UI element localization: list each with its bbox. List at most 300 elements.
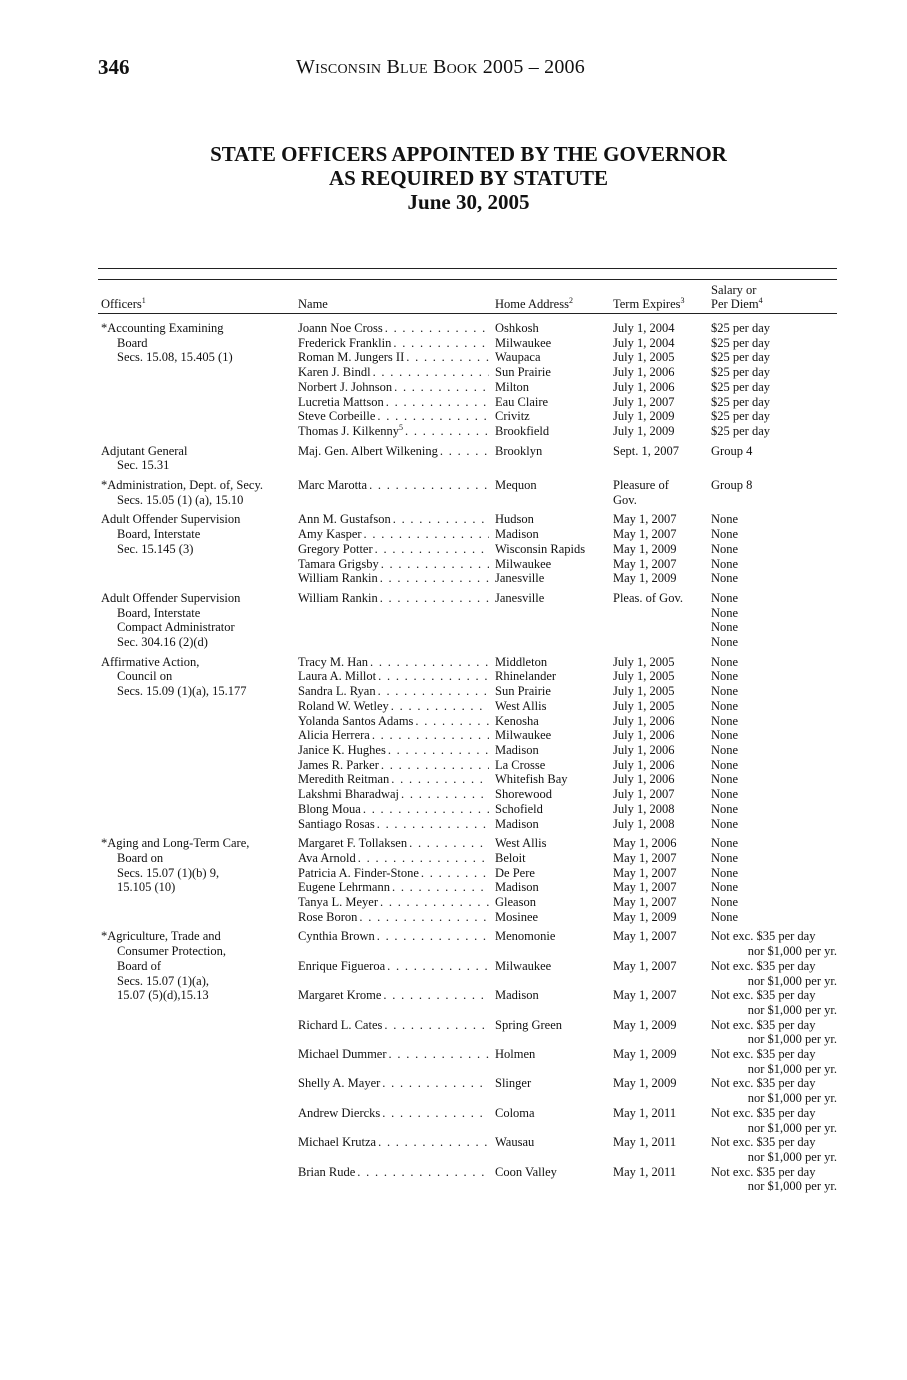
person-name: Alicia Herrera [298, 728, 370, 743]
person-name: Eugene Lehrmann [298, 880, 390, 895]
table-row [98, 635, 837, 650]
dot-leader [392, 880, 489, 895]
office-cell [98, 714, 298, 729]
address-cell: Menomonie [495, 929, 556, 944]
name-cell [298, 1076, 495, 1091]
salary-cell: None [711, 850, 739, 865]
salary-cell: None [711, 669, 739, 684]
name-cell [298, 895, 495, 910]
address-cell: Milwaukee [495, 958, 552, 973]
address-cell [495, 974, 613, 989]
name-cell [298, 586, 495, 606]
term-cell [613, 1091, 711, 1106]
office-cell [98, 527, 298, 542]
person-name: Lucretia Mattson [298, 394, 384, 409]
address-cell: Coon Valley [495, 1164, 557, 1179]
salary-cell: $25 per day [711, 409, 771, 424]
col-head-officers: Officers$^1$ [101, 295, 146, 311]
dot-leader [378, 669, 489, 684]
address-cell: Spring Green [495, 1017, 562, 1032]
office-cell [98, 1047, 298, 1062]
name-cell [298, 944, 495, 959]
dot-leader [401, 787, 489, 802]
office-cell [98, 924, 298, 944]
dot-leader [380, 571, 489, 586]
office-cell [98, 424, 298, 439]
salary-cell [711, 458, 837, 473]
office-cell [98, 1091, 298, 1106]
table-row [98, 988, 837, 1003]
person-name: James R. Parker [298, 757, 379, 772]
office-label: Adult Offender Supervision [101, 512, 241, 527]
name-cell [298, 395, 495, 410]
term-cell [613, 635, 711, 650]
table-row [98, 1121, 837, 1136]
office-cell [98, 507, 298, 527]
office-cell [98, 380, 298, 395]
office-cell [98, 1135, 298, 1150]
address-cell: Beloit [495, 850, 526, 865]
term-cell: May 1, 2007 [613, 865, 677, 880]
address-cell: Madison [495, 742, 539, 757]
name-cell [298, 1121, 495, 1136]
office-cell [98, 571, 298, 586]
salary-cell: Not exc. $35 per day [711, 1017, 816, 1032]
dot-leader [421, 866, 489, 881]
name-cell [298, 1018, 495, 1033]
name-cell [298, 606, 495, 621]
name-cell [298, 316, 495, 336]
person-name: Karen J. Bindl [298, 365, 371, 380]
salary-cell: $25 per day [711, 379, 771, 394]
address-cell: Oshkosh [495, 321, 539, 335]
name-cell [298, 817, 495, 832]
salary-cell: $25 per day [711, 394, 771, 409]
name-cell [298, 802, 495, 817]
officers-table [98, 316, 837, 1194]
term-cell: May 1, 2009 [613, 909, 677, 924]
dot-leader [377, 817, 489, 832]
address-cell: Brooklyn [495, 443, 543, 458]
name-cell [298, 1165, 495, 1180]
person-name: Tanya L. Meyer [298, 895, 378, 910]
address-cell: Kenosha [495, 713, 539, 728]
term-cell: July 1, 2005 [613, 698, 675, 713]
name-cell [298, 866, 495, 881]
office-cell [98, 728, 298, 743]
office-label: *Accounting Examining [101, 321, 224, 335]
address-cell: Milwaukee [495, 335, 552, 350]
salary-cell: $25 per day [711, 321, 771, 335]
page-number: 346 [98, 55, 130, 79]
term-cell: July 1, 2004 [613, 335, 675, 350]
salary-cell: nor $1,000 per yr. [747, 1032, 837, 1047]
address-cell [495, 635, 613, 650]
salary-cell: None [711, 742, 739, 757]
term-cell: May 1, 2007 [613, 527, 677, 542]
office-cell [98, 772, 298, 787]
name-cell [298, 409, 495, 424]
person-name: Ava Arnold [298, 850, 356, 865]
office-cell [98, 458, 298, 473]
table-row [98, 557, 837, 572]
term-cell: May 1, 2007 [613, 512, 677, 527]
office-cell [98, 1150, 298, 1165]
address-cell [495, 606, 613, 621]
person-name: Norbert J. Johnson [298, 379, 393, 394]
office-cell [98, 316, 298, 336]
salary-cell: None [711, 620, 739, 635]
person-name: Rose Boron [298, 909, 358, 924]
name-cell [298, 758, 495, 773]
salary-cell: None [711, 895, 739, 910]
office-cell [98, 1018, 298, 1033]
salary-cell: None [711, 635, 739, 650]
term-cell: May 1, 2007 [613, 895, 677, 910]
office-label: Sec. 304.16 (2)(d) [117, 635, 208, 650]
office-cell [98, 542, 298, 557]
salary-cell: Not exc. $35 per day [711, 1076, 816, 1091]
name-cell [298, 1091, 495, 1106]
term-cell [613, 974, 711, 989]
office-label: Compact Administrator [117, 620, 235, 635]
salary-cell: None [711, 590, 739, 605]
salary-cell: None [711, 527, 739, 542]
salary-cell: Group 8 [711, 478, 753, 493]
office-label: Sec. 15.31 [117, 458, 170, 473]
salary-cell: None [711, 880, 739, 895]
office-cell [98, 635, 298, 650]
dot-leader [378, 1135, 489, 1150]
address-cell: Waupaca [495, 350, 541, 365]
table-row [98, 831, 837, 851]
office-cell [98, 944, 298, 959]
name-cell [298, 1135, 495, 1150]
office-cell [98, 586, 298, 606]
office-cell [98, 910, 298, 925]
person-name: Frederick Franklin [298, 335, 392, 350]
dot-leader [359, 910, 489, 925]
dot-leader [386, 395, 489, 410]
term-cell [613, 1150, 711, 1165]
office-label: Board on [117, 850, 164, 865]
address-cell: Milwaukee [495, 728, 552, 743]
dot-leader [377, 409, 489, 424]
address-cell [495, 1032, 613, 1047]
dot-leader [440, 444, 489, 459]
address-cell: Coloma [495, 1105, 535, 1120]
term-cell [613, 606, 711, 621]
table-row [98, 606, 837, 621]
address-cell: Madison [495, 988, 539, 1003]
salary-cell: None [711, 556, 739, 571]
person-name: Amy Kasper [298, 527, 362, 542]
office-label: *Agriculture, Trade and [101, 929, 221, 944]
name-cell [298, 1150, 495, 1165]
table-row [98, 1076, 837, 1091]
table-row [98, 473, 837, 493]
address-cell: Slinger [495, 1076, 532, 1091]
term-cell: May 1, 2009 [613, 1017, 677, 1032]
office-cell [98, 650, 298, 670]
dot-leader [388, 743, 489, 758]
dot-leader [405, 424, 489, 439]
dot-leader [391, 699, 489, 714]
address-cell: Wausau [495, 1135, 535, 1150]
dot-leader [380, 591, 489, 606]
table-row [98, 1165, 837, 1180]
person-name: Meredith Reitman [298, 772, 390, 787]
address-cell [495, 493, 613, 508]
name-cell [298, 458, 495, 473]
term-cell: May 1, 2009 [613, 1047, 677, 1062]
office-label: Council on [117, 669, 173, 684]
name-cell [298, 851, 495, 866]
dot-leader [380, 895, 489, 910]
name-cell [298, 1032, 495, 1047]
office-label: Board of [117, 958, 162, 973]
office-label: Secs. 15.05 (1) (a), 15.10 [117, 492, 244, 507]
address-cell: Milton [495, 379, 530, 394]
dot-leader [364, 527, 489, 542]
table-row [98, 439, 837, 459]
name-cell [298, 439, 495, 459]
term-cell: July 1, 2005 [613, 684, 675, 699]
office-label: Secs. 15.07 (1)(a), [117, 973, 209, 988]
name-cell [298, 988, 495, 1003]
table-row [98, 409, 837, 424]
table-row [98, 728, 837, 743]
address-cell: Sun Prairie [495, 684, 551, 699]
table-row [98, 1179, 837, 1194]
name-cell [298, 493, 495, 508]
salary-cell: None [711, 909, 739, 924]
term-cell [613, 620, 711, 635]
person-name: Richard L. Cates [298, 1017, 383, 1032]
table-row [98, 336, 837, 351]
name-cell [298, 1047, 495, 1062]
term-cell: July 1, 2006 [613, 365, 675, 380]
title-line-3: June 30, 2005 [407, 190, 530, 214]
dot-leader [382, 1076, 489, 1091]
office-cell [98, 1003, 298, 1018]
office-label: Adjutant General [101, 443, 188, 458]
name-cell [298, 336, 495, 351]
term-cell [613, 1121, 711, 1136]
term-cell: May 1, 2011 [613, 1105, 677, 1120]
name-cell [298, 650, 495, 670]
table-row [98, 802, 837, 817]
address-cell [495, 1121, 613, 1136]
office-label: Secs. 15.09 (1)(a), 15.177 [117, 684, 247, 699]
term-cell: July 1, 2006 [613, 713, 675, 728]
name-cell [298, 571, 495, 586]
col-head-address: Home Address$^2$ [495, 295, 573, 311]
salary-cell: Not exc. $35 per day [711, 1047, 816, 1062]
dot-leader [363, 802, 489, 817]
office-cell [98, 350, 298, 365]
office-cell [98, 493, 298, 508]
dot-leader [385, 321, 489, 336]
address-cell: Brookfield [495, 423, 550, 438]
salary-cell: None [711, 713, 739, 728]
name-cell [298, 728, 495, 743]
name-cell [298, 473, 495, 493]
person-name: Margaret F. Tollaksen [298, 836, 408, 851]
dot-leader [383, 988, 489, 1003]
address-cell: Mequon [495, 478, 537, 493]
table-row [98, 365, 837, 380]
salary-cell: Not exc. $35 per day [711, 1105, 816, 1120]
salary-cell: nor $1,000 per yr. [747, 1091, 837, 1106]
name-cell [298, 380, 495, 395]
person-name: Enrique Figueroa [298, 958, 386, 973]
term-cell: July 1, 2006 [613, 757, 675, 772]
person-name: Thomas J. Kilkenny [298, 423, 400, 438]
address-cell: West Allis [495, 698, 547, 713]
salary-cell: $25 per day [711, 350, 771, 365]
office-cell [98, 699, 298, 714]
term-cell: July 1, 2007 [613, 787, 675, 802]
dot-leader [406, 350, 489, 365]
term-cell: July 1, 2006 [613, 772, 675, 787]
salary-cell: None [711, 757, 739, 772]
table-row [98, 395, 837, 410]
term-cell: May 1, 2007 [613, 929, 677, 944]
address-cell: Rhinelander [495, 669, 557, 684]
dot-leader [357, 1165, 489, 1180]
address-cell: Gleason [495, 895, 536, 910]
address-cell [495, 1062, 613, 1077]
salary-cell: None [711, 787, 739, 802]
person-name: Santiago Rosas [298, 816, 375, 831]
address-cell: Janesville [495, 571, 545, 586]
office-cell [98, 817, 298, 832]
dot-leader [375, 542, 489, 557]
address-cell [495, 1179, 613, 1194]
name-cell [298, 787, 495, 802]
salary-cell: None [711, 865, 739, 880]
table-row [98, 772, 837, 787]
dot-leader [382, 1106, 489, 1121]
salary-cell: $25 per day [711, 423, 771, 438]
office-label: Board, Interstate [117, 605, 201, 620]
office-cell [98, 684, 298, 699]
table-row [98, 424, 837, 439]
term-cell: July 1, 2006 [613, 728, 675, 743]
address-cell: Madison [495, 527, 539, 542]
person-name: Cynthia Brown [298, 929, 375, 944]
table-row [98, 586, 837, 606]
person-name: Steve Corbeille [298, 409, 376, 424]
table-row [98, 1091, 837, 1106]
table-row [98, 527, 837, 542]
term-cell [613, 1062, 711, 1077]
person-name: Michael Krutza [298, 1135, 377, 1150]
table-row [98, 895, 837, 910]
salary-cell: nor $1,000 per yr. [747, 944, 837, 959]
term-cell: May 1, 2009 [613, 541, 677, 556]
person-name: Sandra L. Ryan [298, 684, 376, 699]
office-cell [98, 1076, 298, 1091]
term-cell: May 1, 2011 [613, 1164, 677, 1179]
page-title [0, 142, 907, 214]
dot-leader [377, 929, 489, 944]
table-row [98, 758, 837, 773]
salary-cell: None [711, 772, 739, 787]
name-cell [298, 699, 495, 714]
running-head: Wisconsin Blue Book 2005 – 2006 [296, 56, 585, 78]
person-name: Laura A. Millot [298, 669, 377, 684]
dot-leader [384, 1018, 489, 1033]
name-cell [298, 959, 495, 974]
office-cell [98, 336, 298, 351]
name-cell [298, 507, 495, 527]
table-row [98, 866, 837, 881]
dot-leader [369, 478, 489, 493]
dot-leader [391, 772, 489, 787]
office-cell [98, 557, 298, 572]
dot-leader [378, 684, 489, 699]
address-cell: Eau Claire [495, 394, 549, 409]
address-cell: Wisconsin Rapids [495, 541, 586, 556]
term-cell: May 1, 2007 [613, 958, 677, 973]
table-row [98, 493, 837, 508]
person-name: Ann M. Gustafson [298, 512, 391, 527]
col-head-salary: Salary or Per Diem$^4$ [711, 283, 763, 311]
name-cell [298, 669, 495, 684]
address-cell: Middleton [495, 654, 548, 669]
name-cell [298, 557, 495, 572]
salary-cell: None [711, 801, 739, 816]
salary-cell: None [711, 605, 739, 620]
person-name: Gregory Potter [298, 541, 373, 556]
name-cell [298, 620, 495, 635]
name-cell [298, 831, 495, 851]
name-cell [298, 1106, 495, 1121]
dot-leader [387, 959, 489, 974]
salary-cell: Not exc. $35 per day [711, 958, 816, 973]
person-name: Roman M. Jungers II [298, 350, 405, 365]
office-cell [98, 802, 298, 817]
person-name: Yolanda Santos Adams [298, 713, 414, 728]
col-head-term: Term Expires$^3$ [613, 295, 685, 311]
address-cell: Madison [495, 816, 539, 831]
salary-cell: None [711, 698, 739, 713]
salary-cell: nor $1,000 per yr. [747, 1179, 837, 1194]
table-row [98, 944, 837, 959]
person-name: Joann Noe Cross [298, 321, 383, 335]
salary-cell: nor $1,000 per yr. [747, 973, 837, 988]
table-row [98, 1135, 837, 1150]
person-name: William Rankin [298, 571, 378, 586]
term-cell: May 1, 2009 [613, 571, 677, 586]
term-cell: July 1, 2006 [613, 379, 675, 394]
term-cell: May 1, 2011 [613, 1135, 677, 1150]
address-cell: Holmen [495, 1047, 536, 1062]
table-row [98, 1106, 837, 1121]
salary-cell: $25 per day [711, 335, 771, 350]
table-row [98, 959, 837, 974]
office-cell [98, 1062, 298, 1077]
term-cell: Gov. [613, 492, 637, 507]
office-cell [98, 365, 298, 380]
name-cell [298, 1179, 495, 1194]
name-cell [298, 924, 495, 944]
person-name: Patricia A. Finder-Stone [298, 865, 419, 880]
dot-leader [370, 655, 489, 670]
title-line-1: STATE OFFICERS APPOINTED BY THE GOVERNOR [210, 142, 727, 166]
